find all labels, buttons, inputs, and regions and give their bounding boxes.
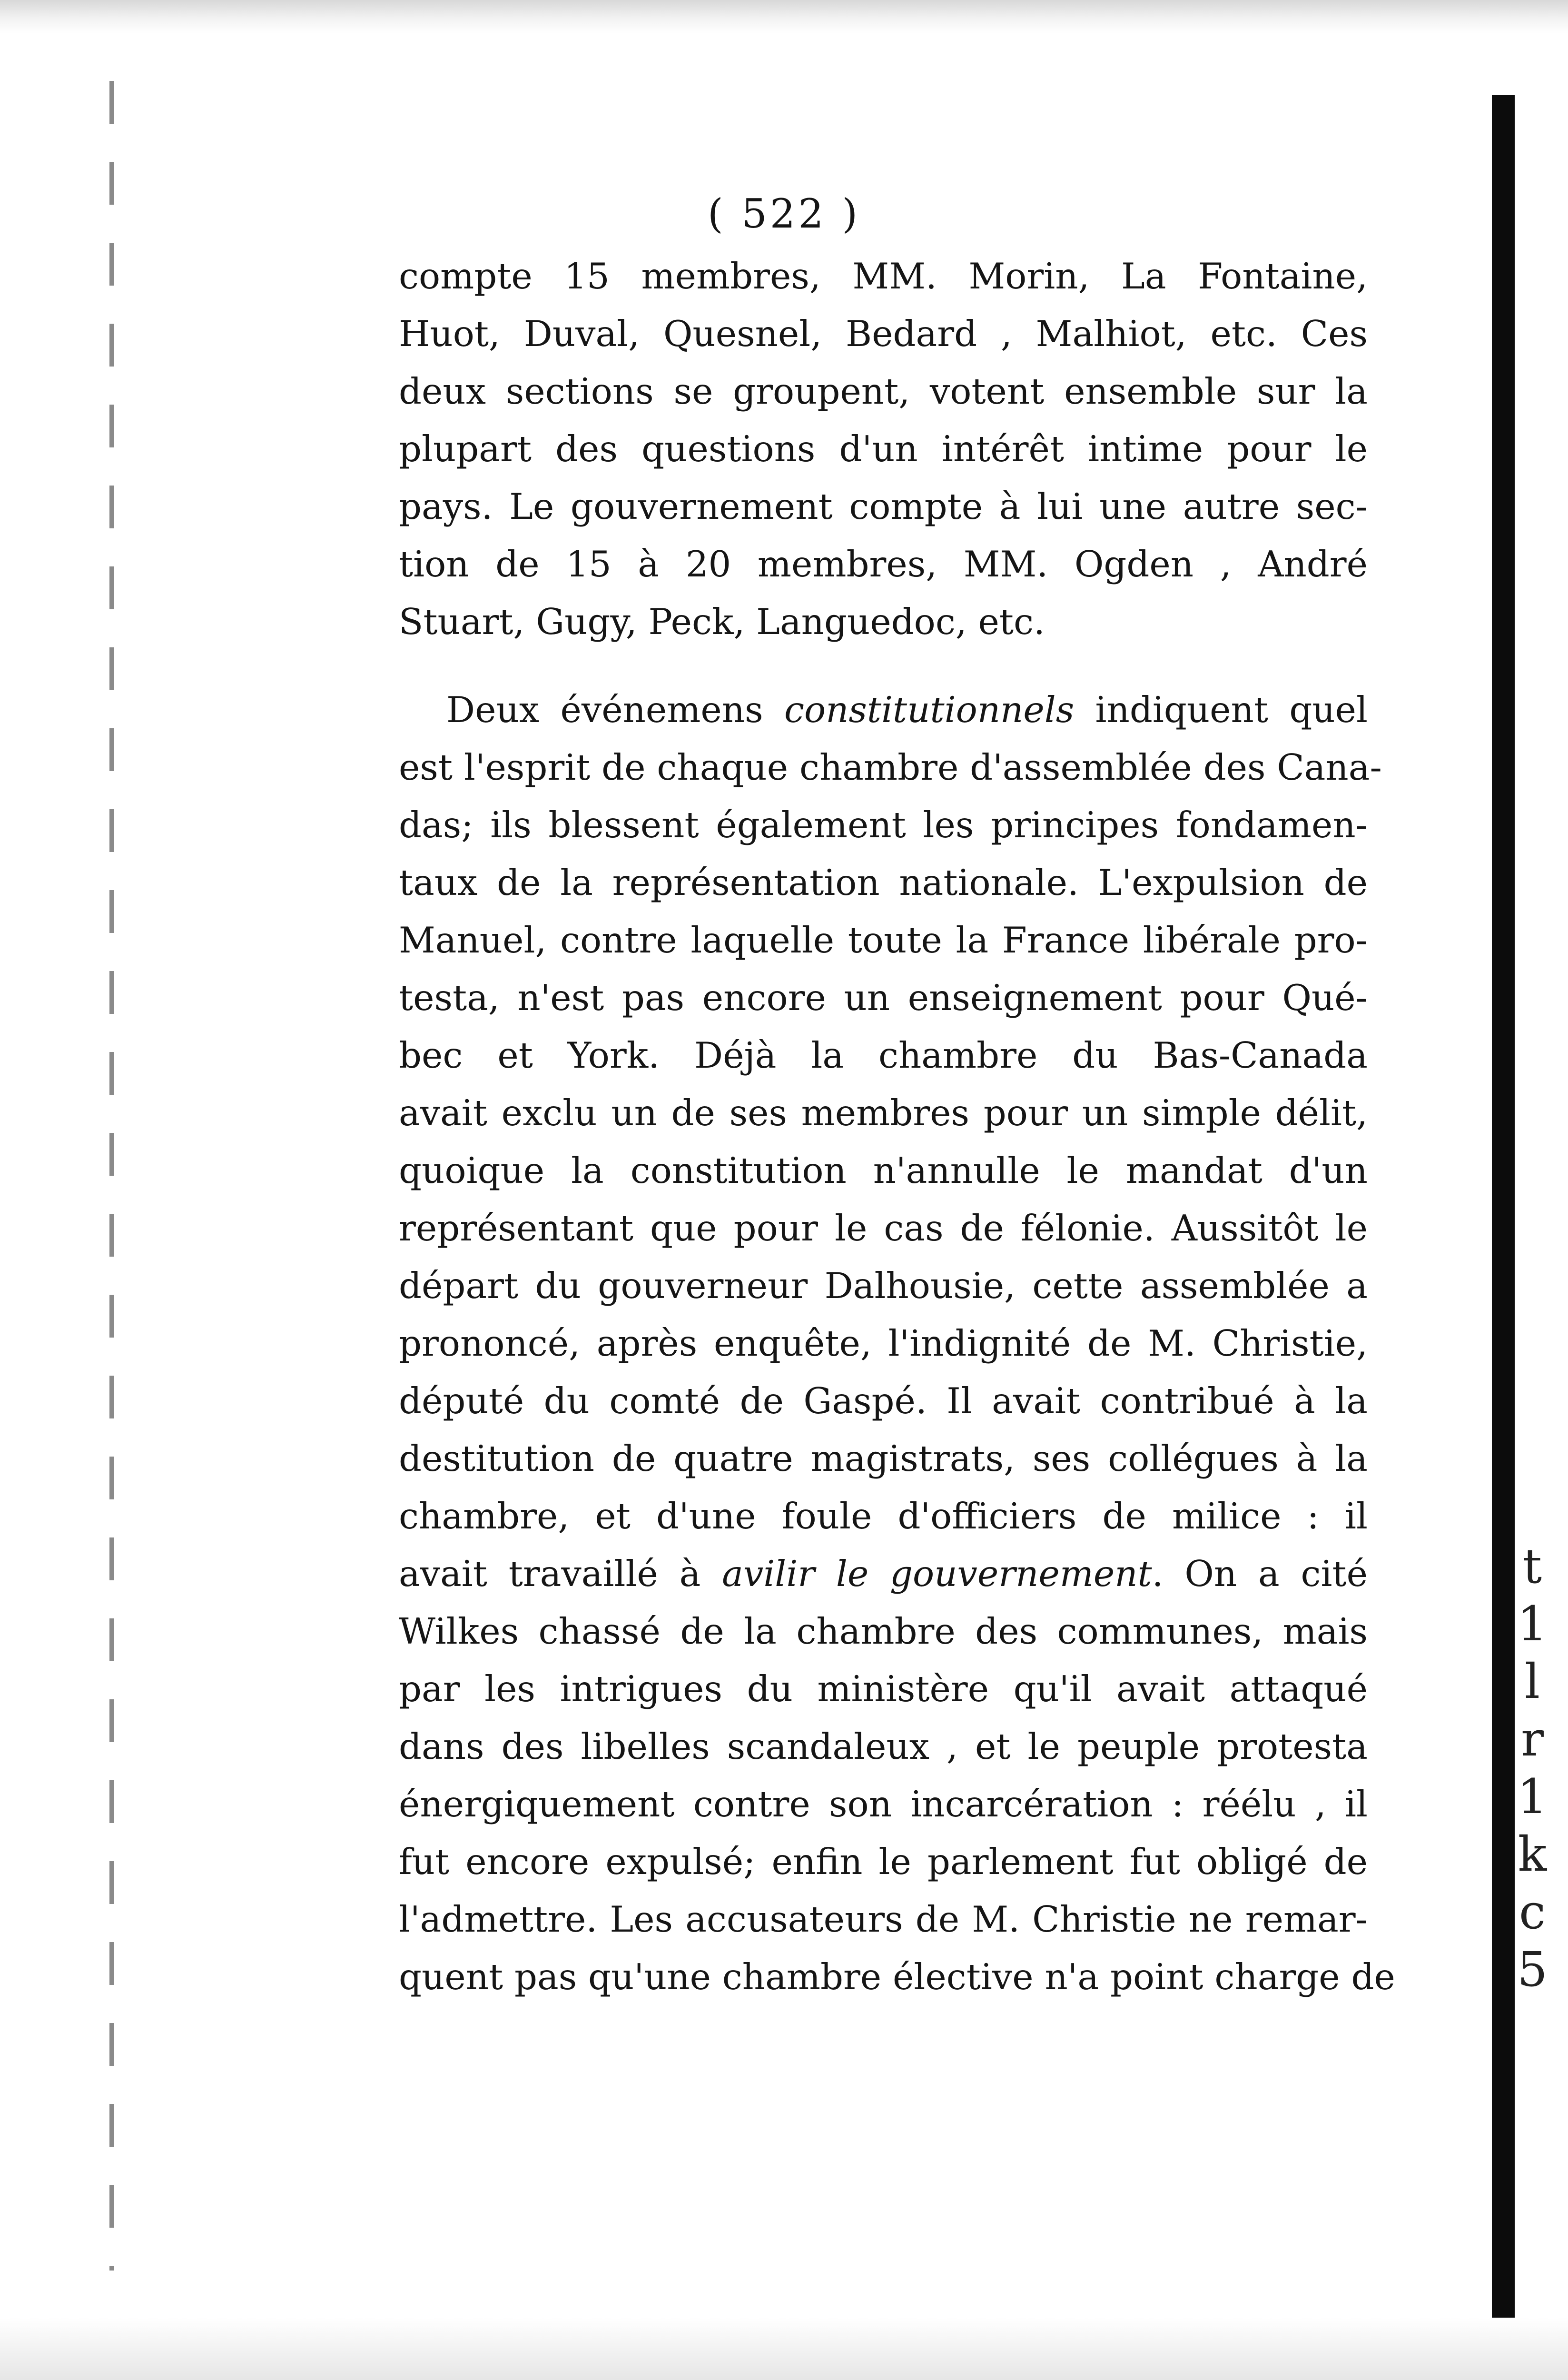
adjacent-page-fragment: [1513, 1537, 1551, 1998]
text-line: destitution de quatre magistrats, ses collégues à la: [399, 1438, 1368, 1479]
text-line: Manuel, contre laquelle toute la France libérale pro-: [399, 919, 1368, 961]
fragment-char: r: [1521, 1711, 1544, 1767]
text-line: Deux événemens constitutionnels indiquent quel: [446, 689, 1368, 731]
text-line: pays. Le gouvernement compte à lui une autre sec-: [399, 486, 1368, 527]
text-line: par les intrigues du ministère qu'il avait attaqué: [399, 1668, 1368, 1710]
text-line: est l'esprit de chaque chambre d'assemblée des Cana-: [399, 746, 1382, 788]
paragraph: [399, 681, 1395, 2006]
text-line: tion de 15 à 20 membres, MM. Ogden , André: [399, 543, 1368, 585]
italic-phrase: avilir le gouvernement: [722, 1553, 1152, 1595]
page-body: [399, 248, 1395, 2006]
text-line: Stuart, Gugy, Peck, Languedoc, etc.: [399, 601, 1045, 643]
text-line: plupart des questions d'un intérêt intime pour le: [399, 428, 1368, 470]
scan-left-shadow: [109, 81, 114, 2271]
scan-right-gutter: [1492, 95, 1515, 2323]
page-number: ( 522 ): [707, 190, 861, 237]
text-line: avait travaillé à avilir le gouvernement. On a cité: [399, 1553, 1368, 1595]
fragment-char: c: [1519, 1884, 1546, 1940]
text-line: départ du gouverneur Dalhousie, cette assemblée a: [399, 1265, 1368, 1307]
fragment-char: 1: [1517, 1769, 1548, 1825]
text-line: avait exclu un de ses membres pour un simple délit,: [399, 1092, 1368, 1134]
fragment-char: l: [1525, 1654, 1540, 1709]
scan-top-edge: [0, 0, 1568, 33]
text-line: représentant que pour le cas de félonie. Aussitôt le: [399, 1207, 1368, 1249]
text-line: l'admettre. Les accusateurs de M. Christie ne remar-: [399, 1898, 1368, 1940]
text-line: chambre, et d'une foule d'officiers de milice : il: [399, 1495, 1368, 1537]
text-line: das; ils blessent également les principes fondamen-: [399, 804, 1368, 846]
text-line: testa, n'est pas encore un enseignement pour Qué-: [399, 977, 1368, 1019]
fragment-char: t: [1522, 1538, 1542, 1594]
text-line: prononcé, après enquête, l'indignité de M. Christie,: [399, 1322, 1368, 1364]
text-line: fut encore expulsé; enfin le parlement fut obligé de: [399, 1841, 1368, 1883]
italic-phrase: constitutionnels: [784, 689, 1075, 731]
text-line: taux de la représentation nationale. L'expulsion de: [399, 862, 1368, 903]
paragraph: [399, 248, 1368, 651]
text-line: deux sections se groupent, votent ensemble sur la: [399, 370, 1368, 412]
text-line: député du comté de Gaspé. Il avait contribué à la: [399, 1380, 1368, 1422]
text-line: bec et York. Déjà la chambre du Bas-Canada: [399, 1034, 1368, 1076]
text-line: Huot, Duval, Quesnel, Bedard , Malhiot, etc. Ces: [399, 313, 1368, 355]
text-line: énergiquement contre son incarcération : réélu , il: [399, 1783, 1368, 1825]
fragment-char: 1: [1517, 1596, 1548, 1652]
text-line: quent pas qu'une chambre élective n'a point charge de: [399, 1956, 1395, 1998]
fragment-char: 5: [1517, 1942, 1548, 1997]
text-line: quoique la constitution n'annulle le mandat d'un: [399, 1150, 1368, 1191]
text-line: compte 15 membres, MM. Morin, La Fontaine,: [399, 255, 1368, 297]
fragment-char: k: [1518, 1826, 1547, 1882]
text-line: Wilkes chassé de la chambre des communes, mais: [399, 1610, 1368, 1652]
scan-bottom-edge: [0, 2318, 1568, 2380]
text-line: dans des libelles scandaleux , et le peuple protesta: [399, 1726, 1368, 1767]
